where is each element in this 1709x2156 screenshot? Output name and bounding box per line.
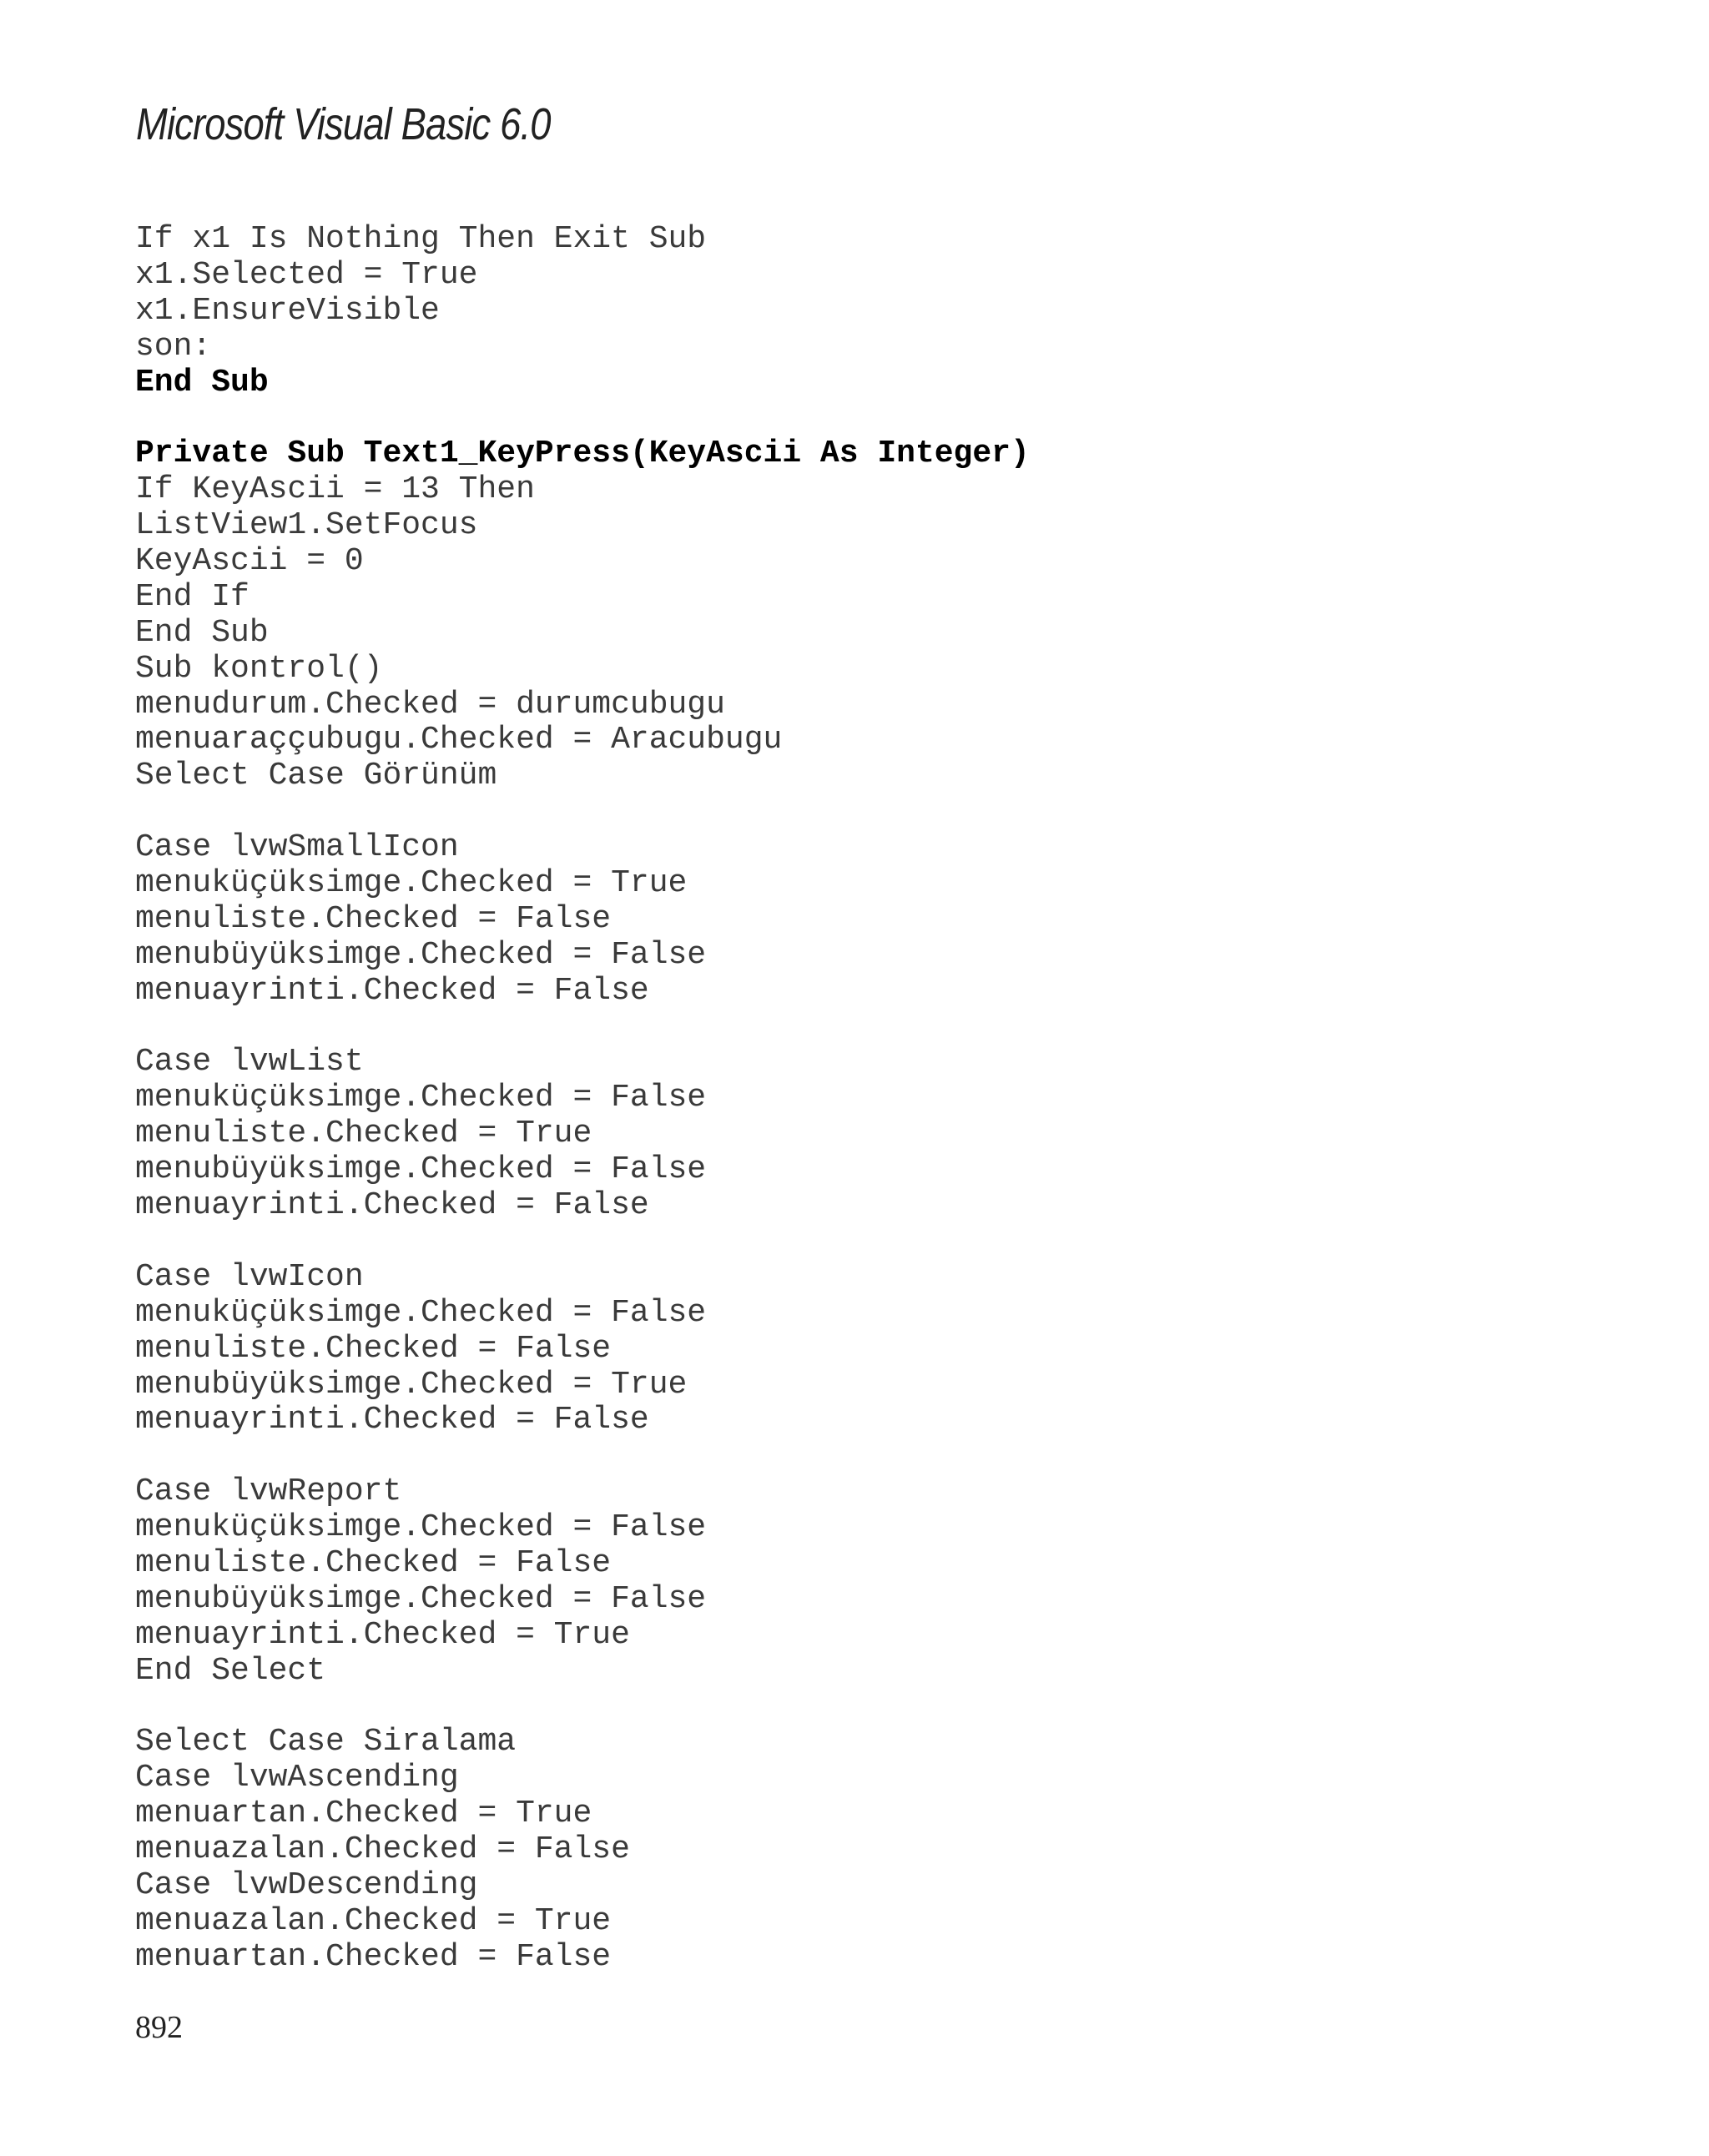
code-line: [135, 1690, 1030, 1725]
code-line: menuküçüksimge.Checked = False: [135, 1294, 707, 1331]
page-number: 892: [135, 2010, 183, 2045]
code-line: menubüyüksimge.Checked = True: [135, 1366, 688, 1403]
code-line: KeyAscii = 0: [135, 543, 364, 580]
code-listing: [135, 222, 1030, 1976]
code-line: [135, 1224, 1030, 1260]
code-line: menuaraççubugu.Checked = Aracubugu: [135, 722, 783, 758]
code-line: menuliste.Checked = True: [135, 1116, 592, 1152]
code-line: If KeyAscii = 13 Then: [135, 471, 535, 508]
code-line: menuliste.Checked = False: [135, 1544, 612, 1581]
code-line: menuliste.Checked = False: [135, 1330, 612, 1367]
code-line: menuküçüksimge.Checked = False: [135, 1509, 707, 1546]
code-line: menuküçüksimge.Checked = True: [135, 865, 688, 902]
code-line: menubüyüksimge.Checked = False: [135, 936, 707, 973]
code-line: Private Sub Text1_KeyPress(KeyAscii As Integer): [135, 436, 1030, 472]
code-line: menubüyüksimge.Checked = False: [135, 1580, 707, 1617]
code-line: menubüyüksimge.Checked = False: [135, 1151, 707, 1188]
code-line: menuayrinti.Checked = False: [135, 972, 649, 1009]
code-line: End Sub: [135, 614, 269, 651]
code-line: Case lvwIcon: [135, 1258, 364, 1295]
code-line: If x1 Is Nothing Then Exit Sub: [135, 221, 707, 257]
code-line: menuayrinti.Checked = True: [135, 1616, 630, 1653]
code-line: menuayrinti.Checked = False: [135, 1187, 649, 1224]
code-line: Select Case Görünüm: [135, 758, 497, 794]
code-line: [135, 1010, 1030, 1045]
code-line: menuazalan.Checked = False: [135, 1831, 630, 1868]
code-line: ListView1.SetFocus: [135, 507, 478, 544]
code-line: menuartan.Checked = True: [135, 1796, 592, 1832]
code-line: End Sub: [135, 364, 269, 400]
code-line: End Select: [135, 1652, 326, 1689]
code-line: Case lvwList: [135, 1044, 364, 1081]
page-header-title: Microsoft Visual Basic 6.0: [136, 99, 551, 149]
code-line: menuazalan.Checked = True: [135, 1902, 612, 1939]
code-line: Select Case Siralama: [135, 1724, 517, 1761]
code-line: Case lvwAscending: [135, 1760, 459, 1796]
code-line: x1.Selected = True: [135, 256, 478, 293]
code-line: menuayrinti.Checked = False: [135, 1402, 649, 1438]
code-line: End If: [135, 578, 250, 615]
code-line: x1.EnsureVisible: [135, 292, 440, 329]
code-line: [135, 400, 1030, 436]
code-line: [135, 794, 1030, 830]
code-line: son:: [135, 328, 212, 365]
code-line: Case lvwReport: [135, 1473, 402, 1510]
code-line: menuartan.Checked = False: [135, 1938, 612, 1975]
code-line: menuküçüksimge.Checked = False: [135, 1080, 707, 1116]
code-line: menuliste.Checked = False: [135, 900, 612, 937]
code-line: [135, 1438, 1030, 1474]
code-line: Case lvwDescending: [135, 1866, 478, 1903]
code-line: Case lvwSmallIcon: [135, 829, 459, 866]
code-line: Sub kontrol(): [135, 650, 383, 687]
code-line: menudurum.Checked = durumcubugu: [135, 686, 725, 723]
